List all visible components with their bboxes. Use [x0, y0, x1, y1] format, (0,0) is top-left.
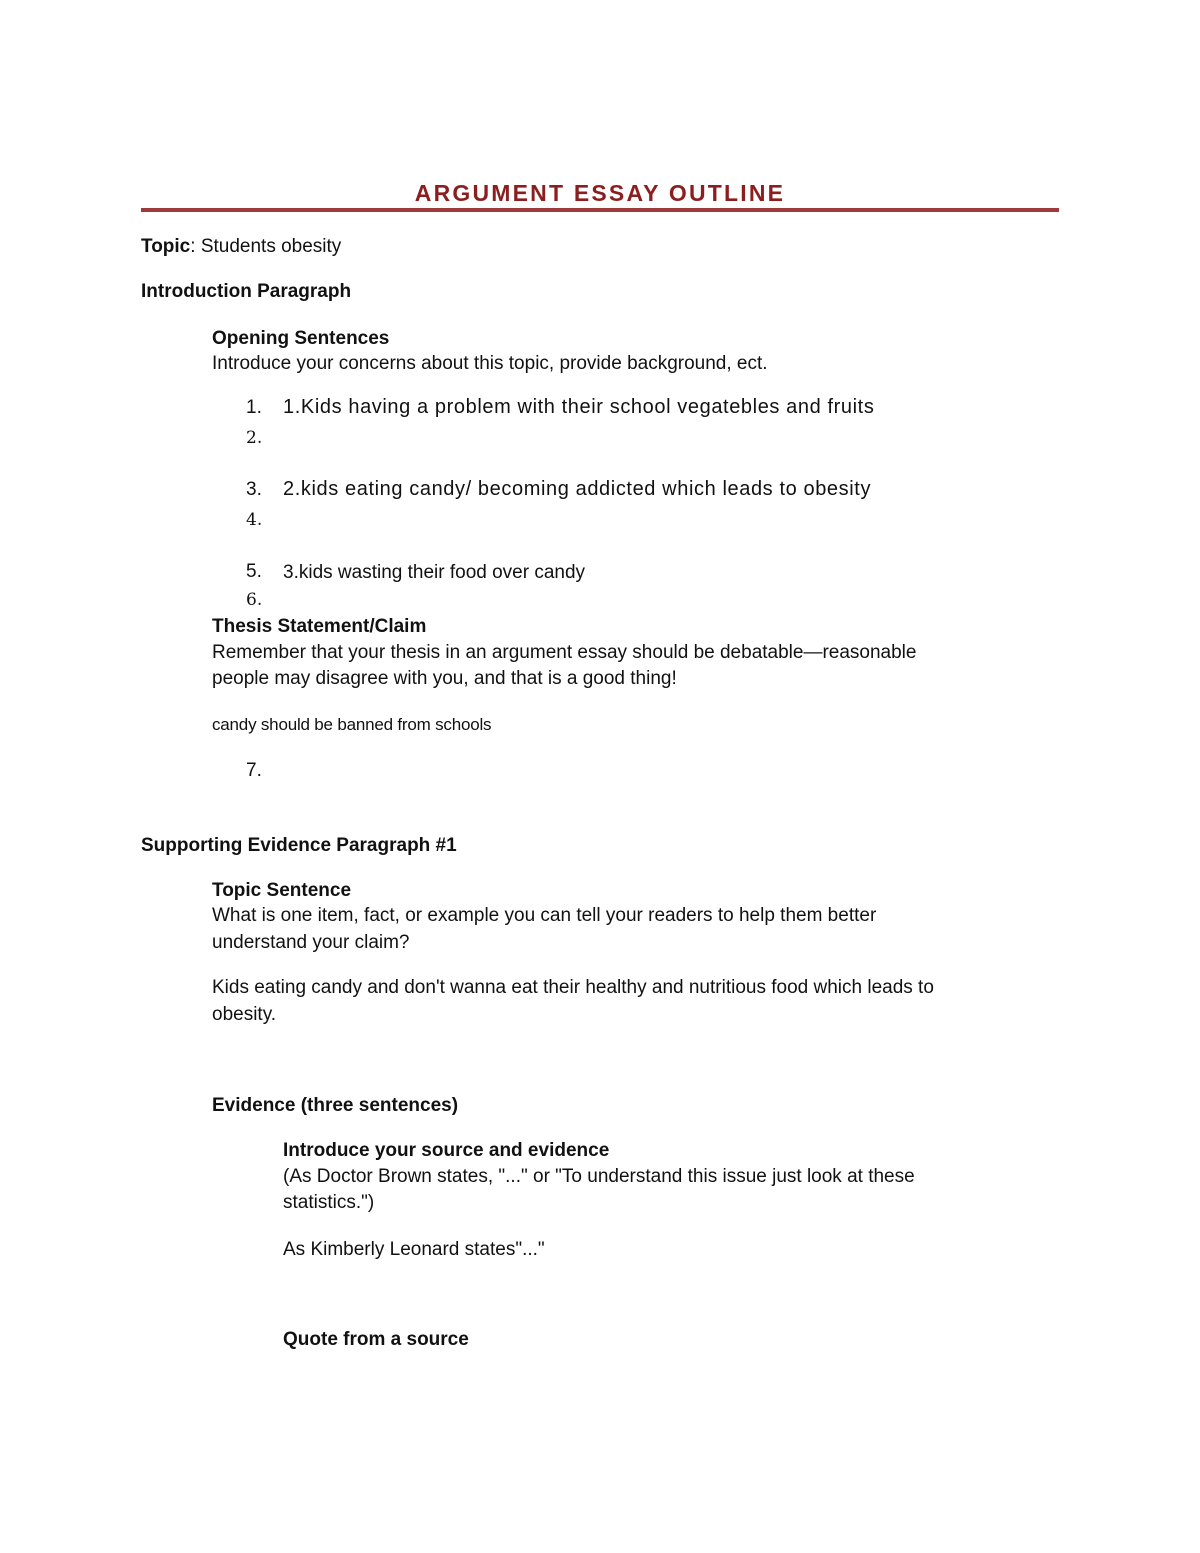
list-number: 6. [246, 590, 263, 610]
list-item: 1.Kids having a problem with their school vegatebles and fruits [283, 396, 875, 418]
list-number: 2. [246, 428, 263, 448]
introduce-source-answer: As Kimberly Leonard states"..." [283, 1239, 545, 1260]
topic-sentence-instruction: understand your claim? [212, 932, 410, 953]
opening-sentences-heading: Opening Sentences [212, 328, 390, 349]
introduction-heading: Introduction Paragraph [141, 281, 352, 302]
topic-value: : Students obesity [190, 236, 342, 257]
list-number: 5. [246, 561, 262, 582]
topic-label: Topic [141, 236, 191, 257]
quote-heading: Quote from a source [283, 1329, 469, 1350]
thesis-heading: Thesis Statement/Claim [212, 616, 427, 637]
list-number: 7. [246, 760, 262, 781]
list-item: 3.kids wasting their food over candy [283, 562, 586, 583]
topic-sentence-heading: Topic Sentence [212, 880, 352, 901]
list-number: 1. [246, 397, 262, 418]
introduce-source-instruction: (As Doctor Brown states, "..." or "To understand this issue just look at these [283, 1166, 915, 1187]
topic-sentence-instruction: What is one item, fact, or example you can tell your readers to help them better [212, 905, 877, 926]
topic-sentence-answer: obesity. [212, 1004, 277, 1025]
list-number: 4. [246, 510, 263, 530]
introduce-source-heading: Introduce your source and evidence [283, 1140, 610, 1161]
evidence-heading: Evidence (three sentences) [212, 1095, 459, 1116]
list-number: 3. [246, 479, 262, 500]
thesis-instruction: people may disagree with you, and that is a good thing! [212, 668, 677, 689]
thesis-answer: candy should be banned from schools [212, 715, 492, 734]
page-title: ARGUMENT ESSAY OUTLINE [414, 180, 786, 206]
topic-sentence-answer: Kids eating candy and don't wanna eat their healthy and nutritious food which leads to [212, 977, 934, 998]
topic-line [141, 234, 341, 260]
title-divider [141, 208, 1059, 212]
introduce-source-instruction: statistics.") [283, 1192, 375, 1213]
opening-sentences-instruction: Introduce your concerns about this topic, provide background, ect. [212, 353, 768, 374]
thesis-instruction: Remember that your thesis in an argument essay should be debatable—reasonable [212, 642, 917, 663]
supporting-paragraph-heading: Supporting Evidence Paragraph #1 [141, 835, 457, 856]
list-item: 2.kids eating candy/ becoming addicted which leads to obesity [283, 478, 872, 500]
